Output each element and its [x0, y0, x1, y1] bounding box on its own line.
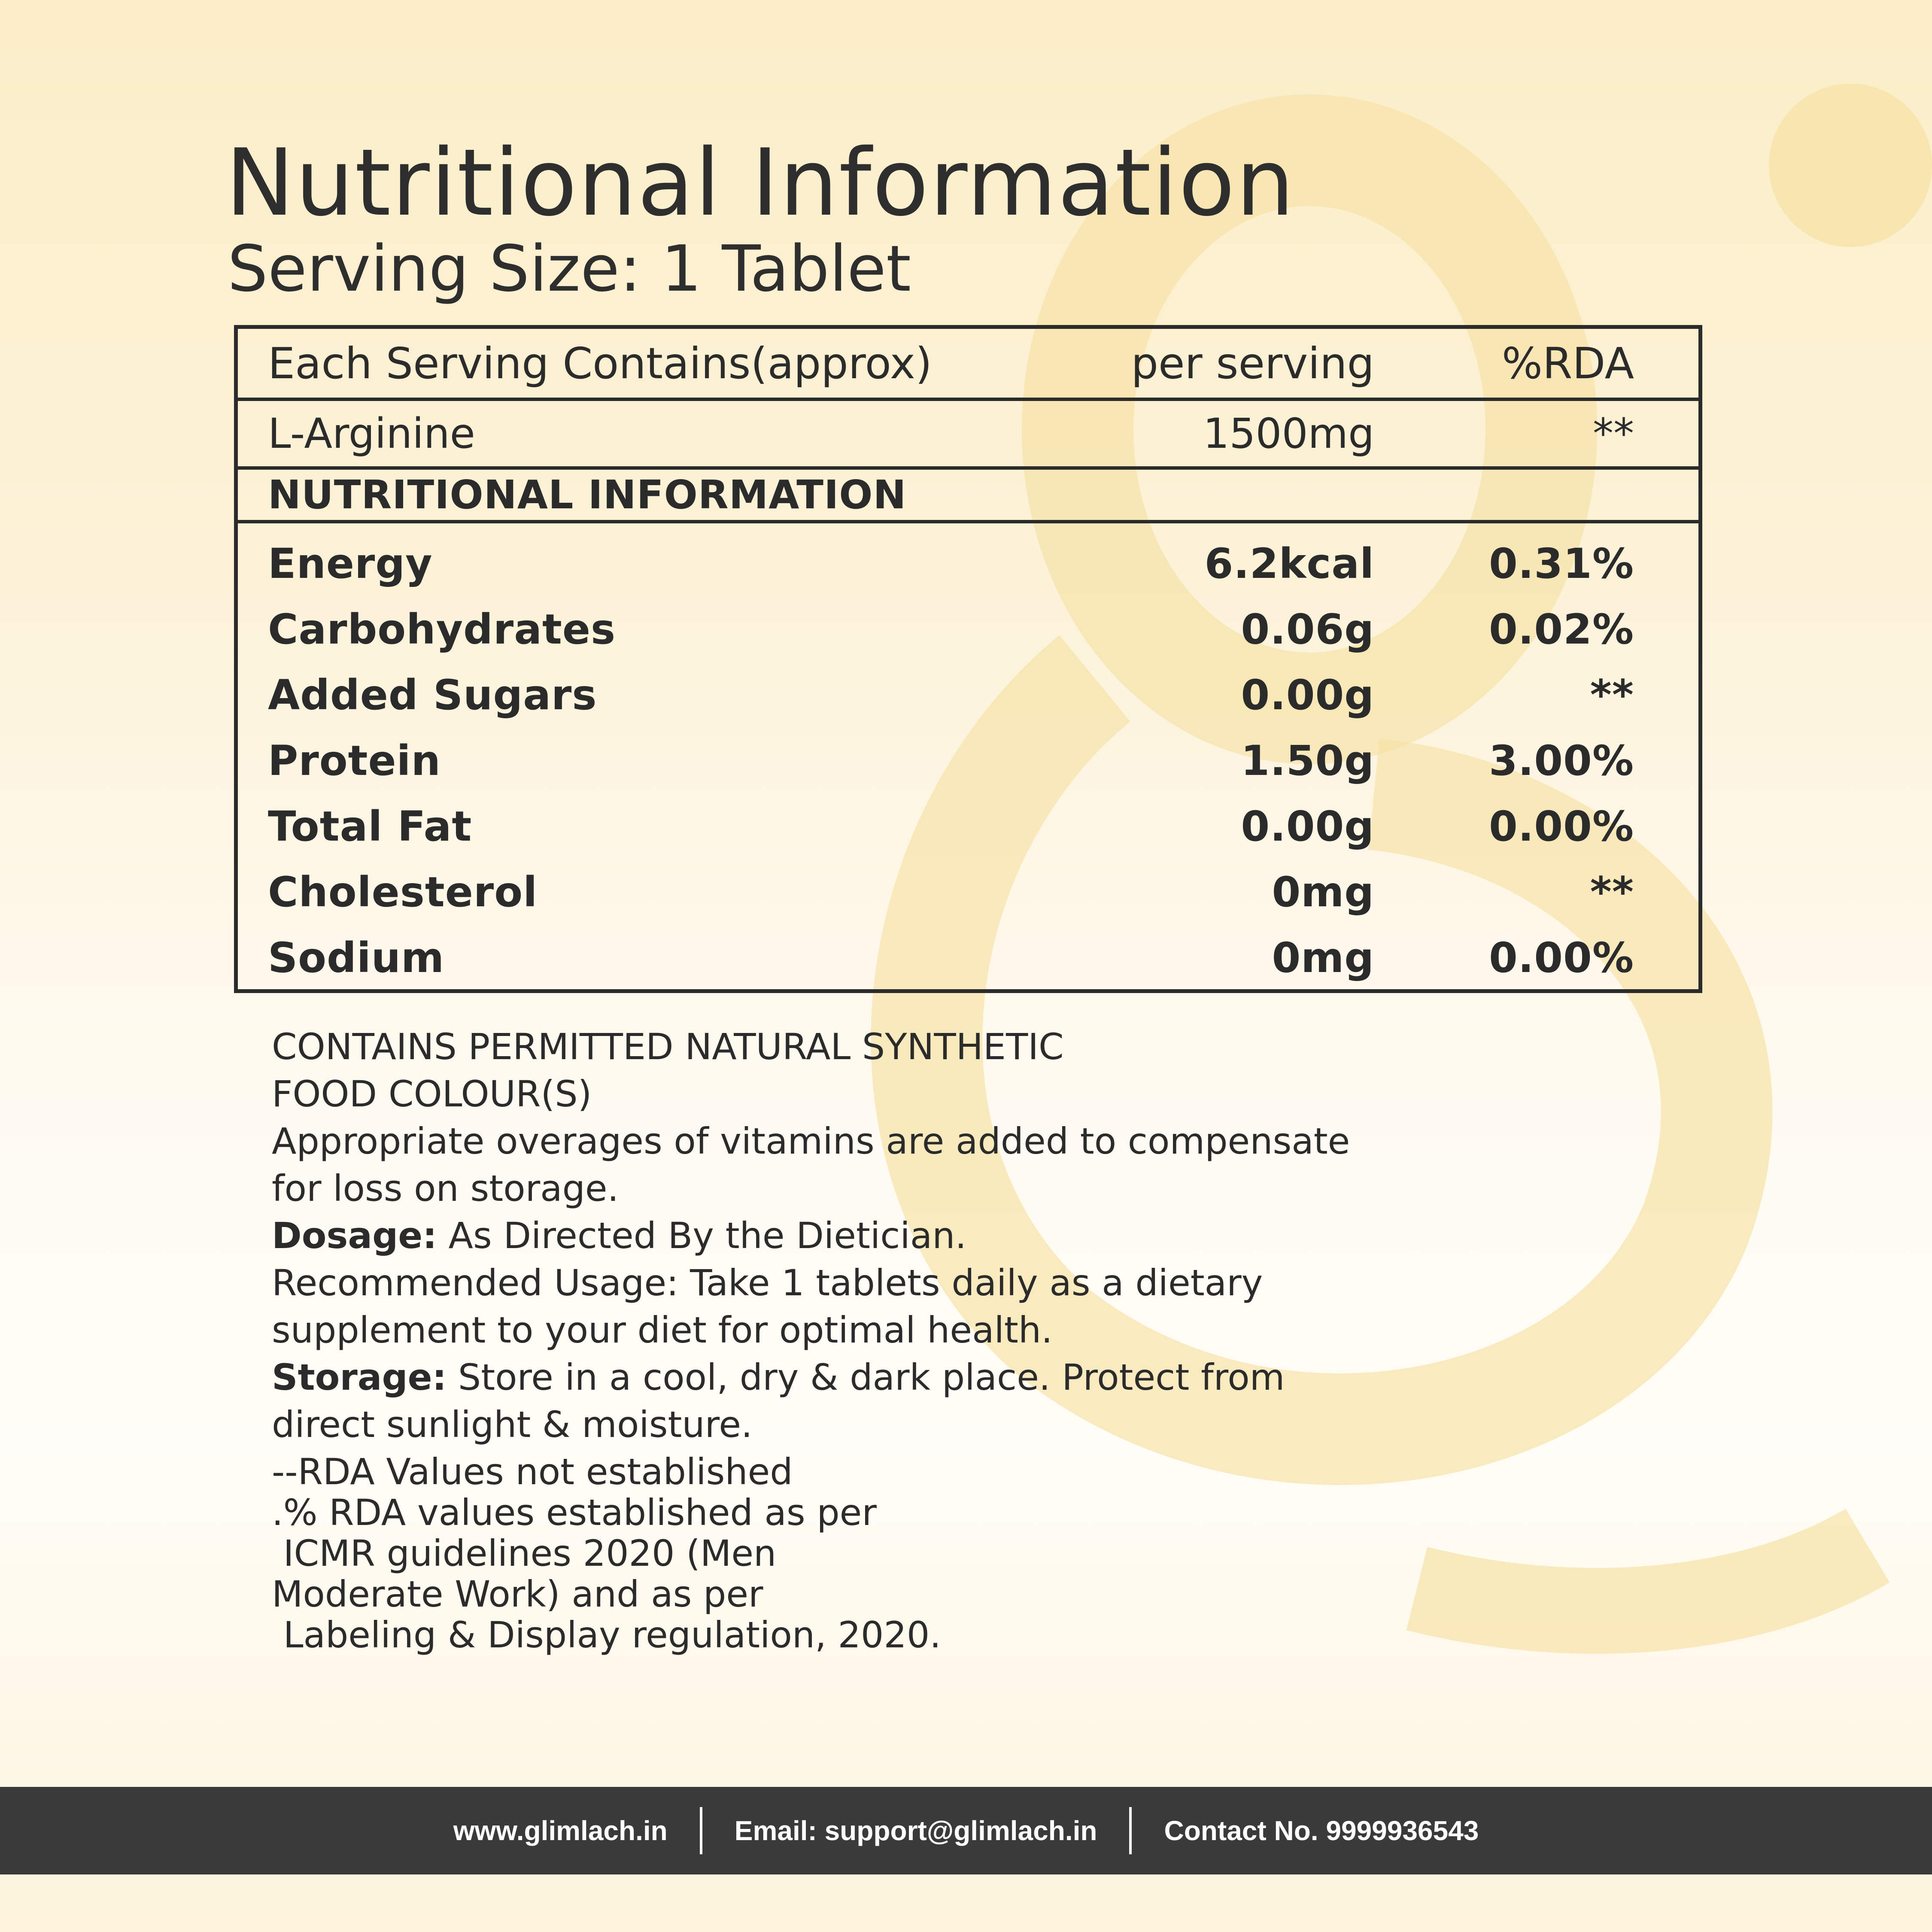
rda-note-line: --RDA Values not established [272, 1451, 793, 1493]
nutrient-per-serving: 0.00g [1241, 671, 1374, 719]
nutrient-rda: 0.02% [1488, 605, 1634, 653]
website-link[interactable]: www.glimlach.in [453, 1815, 668, 1846]
nutrition-table [234, 325, 1702, 993]
email-link[interactable]: Email: support@glimlach.in [734, 1815, 1097, 1846]
nutrient-per-serving: 0mg [1272, 868, 1374, 916]
table-row [238, 728, 1698, 793]
nutrient-name: Total Fat [268, 802, 472, 851]
nutrient-rda: ** [1590, 671, 1634, 719]
header-rda: %RDA [1501, 338, 1634, 389]
header-name: Each Serving Contains(approx) [268, 338, 932, 389]
ingredient-row [238, 401, 1698, 470]
rda-notes [272, 1452, 1388, 1656]
nutrient-rda: 0.00% [1488, 802, 1634, 851]
nutrient-name: Carbohydrates [268, 605, 616, 653]
section-title-row [238, 470, 1698, 523]
nutrient-name: Added Sugars [268, 671, 597, 719]
usage-line: Recommended Usage: Take 1 tablets daily as a dietary [272, 1262, 1263, 1304]
nutrient-per-serving: 0.00g [1241, 802, 1374, 851]
contact-footer [0, 1787, 1932, 1874]
nutrient-per-serving: 0.06g [1241, 605, 1374, 653]
storage-line [272, 1354, 1388, 1401]
serving-size: Serving Size: 1 Tablet [228, 232, 911, 306]
rda-note-line: ICMR guidelines 2020 (Men [272, 1532, 777, 1574]
table-row [238, 596, 1698, 662]
table-row [238, 925, 1698, 990]
table-row [238, 859, 1698, 925]
nutrient-rda: ** [1590, 868, 1634, 916]
overages-notice-line: for loss on storage. [272, 1167, 619, 1209]
decorative-dot [1769, 84, 1932, 247]
footer-divider [700, 1807, 702, 1854]
table-row [238, 662, 1698, 728]
table-row [238, 531, 1698, 596]
rda-note-line: Labeling & Display regulation, 2020. [272, 1614, 941, 1656]
colour-notice-line: FOOD COLOUR(S) [272, 1073, 592, 1115]
colour-notice-line: CONTAINS PERMITTED NATURAL SYNTHETIC [272, 1026, 1064, 1068]
dosage-label: Dosage: [272, 1215, 437, 1257]
contact-number[interactable]: Contact No. 9999936543 [1164, 1815, 1479, 1846]
header-per-serving: per serving [1131, 338, 1374, 389]
dosage-line [272, 1212, 1388, 1259]
usage-line: supplement to your diet for optimal health. [272, 1309, 1053, 1351]
table-header-row [238, 329, 1698, 401]
nutrient-per-serving: 1.50g [1241, 736, 1374, 785]
overages-notice-line: Appropriate overages of vitamins are added to compensate [272, 1120, 1350, 1162]
nutrient-per-serving: 6.2kcal [1204, 539, 1374, 588]
nutrient-per-serving: 0mg [1272, 933, 1374, 982]
nutrient-rda: 3.00% [1488, 736, 1634, 785]
nutrient-name: Cholesterol [268, 868, 538, 916]
nutrient-name: Sodium [268, 933, 445, 982]
ingredient-per-serving: 1500mg [1203, 410, 1374, 458]
storage-line: direct sunlight & moisture. [272, 1403, 753, 1446]
label-notes [272, 1023, 1388, 1656]
section-title: NUTRITIONAL INFORMATION [268, 472, 907, 518]
rda-note-line: Moderate Work) and as per [272, 1573, 763, 1615]
table-row [238, 793, 1698, 859]
storage-label: Storage: [272, 1356, 447, 1398]
ingredient-name: L-Arginine [268, 410, 475, 458]
dosage-text: As Directed By the Dietician. [437, 1215, 967, 1257]
nutrient-name: Energy [268, 539, 433, 588]
nutrient-name: Protein [268, 736, 441, 785]
nutrient-rda: 0.31% [1488, 539, 1634, 588]
footer-divider [1129, 1807, 1132, 1854]
ingredient-rda: ** [1593, 410, 1634, 458]
rda-note-line: .% RDA values established as per [272, 1492, 877, 1534]
nutrient-rda: 0.00% [1488, 933, 1634, 982]
page-title: Nutritional Information [225, 129, 1295, 237]
storage-text: Store in a cool, dry & dark place. Protect from [447, 1356, 1285, 1398]
